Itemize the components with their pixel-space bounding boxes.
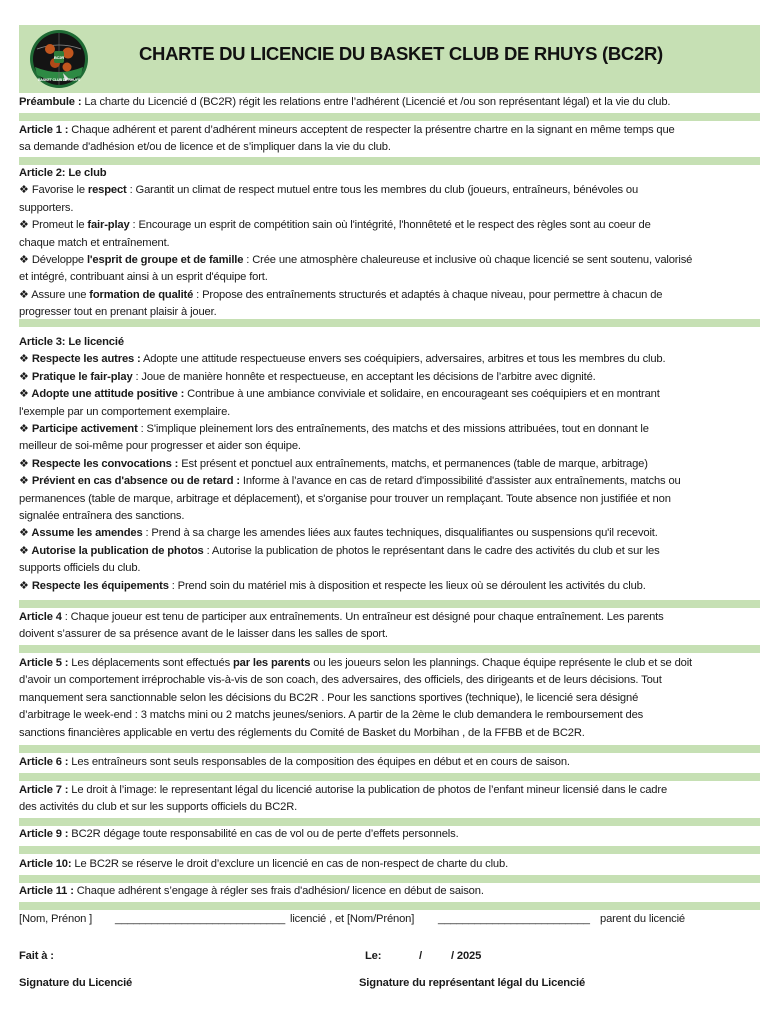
article-3 <box>19 334 760 595</box>
article-5-label: Article 5 : <box>19 657 69 669</box>
signature-representant-label: Signature du représentant légal du Licencié <box>359 977 586 989</box>
item-text: et intégré, contribuant ainsi à un esprit d'équipe fort. <box>19 271 268 284</box>
divider-band <box>19 157 760 165</box>
divider-band <box>19 846 760 854</box>
basketball-player-logo-icon <box>29 29 89 89</box>
date-label: Le: <box>365 950 382 962</box>
item-bold: Respecte les équipements <box>28 579 169 592</box>
divider-band <box>19 645 760 653</box>
item-text: Informe à l’avance en cas de retard d'impossibilité d'assister aux entraînements, matchs ou <box>239 475 681 488</box>
item-text: supports officiels du club. <box>19 562 141 575</box>
item-text: Est présent et ponctuel aux entraînements, matchs, et permanences (table de marque, arbitrage) <box>178 457 648 470</box>
item-bold: Adopte une attitude positive : <box>28 388 185 401</box>
item-bold: respect <box>87 184 127 197</box>
item-text: : Crée une atmosphère chaleureuse et inclusive où chaque licencié se sent soutenu, valorisé <box>243 254 693 267</box>
article-9-text: BC2R dégage toute responsabilité en cas de vol ou de perte d’effets personnels. <box>68 828 459 840</box>
item-bold: Respecte les autres : <box>28 353 141 366</box>
diamond-bullet-icon: ❖ <box>19 457 29 470</box>
article-7-text: Le droit à l’image: le representant légal du licencié autorise la publication de photos de l’enfant mineur licensié dans le cadre <box>68 784 668 796</box>
article-2 <box>19 165 760 322</box>
header-band <box>19 25 760 93</box>
divider-band <box>19 875 760 883</box>
item-text: signalée entraînera des sanctions. <box>19 510 185 523</box>
divider-band <box>19 113 760 121</box>
item-text: : Autorise la publication de photos le représentant dans le cadre des activités du club et sur les <box>203 544 660 557</box>
article-6 <box>19 754 760 771</box>
divider-band <box>19 600 760 608</box>
item-text: : Encourage un esprit de compétition sain où l'intégrité, l'honnêteté et le respect des règles sont au coeur de <box>129 219 651 232</box>
item-text: Adopte une attitude respectueuse envers ses coéquipiers, adversaires, arbitres et tous les membres du club. <box>140 353 666 366</box>
article-9 <box>19 826 760 843</box>
article-4-text-2: doivent s’assurer de sa présence avant de le laisser dans les salles de sport. <box>19 628 388 641</box>
item-text: supporters. <box>19 201 74 214</box>
article-7-label: Article 7 : <box>19 784 69 796</box>
divider-band <box>19 902 760 910</box>
diamond-bullet-icon: ❖ <box>19 353 29 366</box>
item-bold: Respecte les convocations : <box>28 457 179 470</box>
diamond-bullet-icon: ❖ <box>19 370 29 383</box>
diamond-bullet-icon: ❖ <box>19 254 29 267</box>
item-bold: fair-play <box>87 219 130 232</box>
item-text: permanences (table de marque, arbitrage et déplacement), et s'organise pour trouver un remplaçant. Toute absence non justifiée et non <box>19 492 671 505</box>
item-text: : Joue de manière honnête et respectueuse, en acceptant les décisions de l’arbitre avec dignité. <box>132 370 596 383</box>
divider-band <box>19 319 760 327</box>
article-11-text: Chaque adhérent s’engage à régler ses frais d'adhésion/ licence en début de saison. <box>73 885 484 897</box>
item-bold: Prévient en cas d'absence ou de retard : <box>28 475 240 488</box>
diamond-bullet-icon: ❖ <box>19 579 29 592</box>
article-5-text: ou les joueurs selon les plannings. Chaque équipe représente le club et se doit <box>310 657 693 669</box>
divider-band <box>19 745 760 753</box>
diamond-bullet-icon: ❖ <box>19 288 29 301</box>
diamond-bullet-icon: ❖ <box>19 475 29 488</box>
item-text: chaque match et entraînement. <box>19 236 170 249</box>
item-bold: Autorise la publication de photos <box>28 544 204 557</box>
article-10-text: Le BC2R se réserve le droit d’exclure un licencié en cas de non-respect de charte du club. <box>71 858 509 870</box>
article-5-text: sanctions financières applicable en vertu des réglements du Comité de Basket du Morbihan , de la FFBB et de BC2R. <box>19 726 585 739</box>
preambule-label: Préambule : <box>19 96 82 108</box>
article-5-bold: par les parents <box>232 657 311 669</box>
article-5-text: manquement sera sanctionnable selon les décisions du BC2R . Pour les sanctions sportives (technique), le licencié sera désigné <box>19 691 639 704</box>
article-1-label: Article 1 : <box>19 124 69 136</box>
article-4-label: Article 4 <box>19 611 62 623</box>
article-2-title: Article 2: Le club <box>19 167 107 179</box>
diamond-bullet-icon: ❖ <box>19 219 29 232</box>
article-3-title: Article 3: Le licencié <box>19 336 124 348</box>
article-5 <box>19 655 760 742</box>
licencie-label: licencié , et [Nom/Prénon] <box>290 913 415 925</box>
divider-band <box>19 818 760 826</box>
article-5-text: Les déplacements sont effectués <box>68 657 233 669</box>
signature-licencie-label: Signature du Licencié <box>19 977 133 989</box>
diamond-bullet-icon: ❖ <box>19 527 29 540</box>
name-label: [Nom, Prénon ] <box>19 913 93 925</box>
divider-band <box>19 773 760 781</box>
date-year: / 2025 <box>451 950 482 962</box>
svg-text:BC2R: BC2R <box>53 55 65 60</box>
parent-label: parent du licencié <box>600 913 685 925</box>
item-text: Assure une <box>28 288 90 301</box>
article-11 <box>19 883 760 900</box>
article-10-label: Article 10: <box>19 858 72 870</box>
diamond-bullet-icon: ❖ <box>19 423 29 436</box>
item-text: l'exemple par un comportement exemplaire. <box>19 405 231 418</box>
article-1-text-2: sa demande d'adhésion et/ou de licence et de s’impliquer dans la vie du club. <box>19 141 391 154</box>
item-text: Contribue à une ambiance conviviale et solidaire, en encourageant ses coéquipiers et en montrant <box>184 388 660 401</box>
item-text: meilleur de soi-même pour progresser et aider son équipe. <box>19 440 301 453</box>
item-text: Promeut le <box>28 219 88 232</box>
item-text: : Propose des entraînements structurés et adaptés à chaque niveau, pour permettre à chacun de <box>193 288 663 301</box>
article-5-text: d’arbitrage le week-end : 3 matchs mini ou 2 matchs jeunes/seniors. A partir de la 2ème le club demandera le remboursement des <box>19 709 644 722</box>
licencie-name-field[interactable]: ____________________________ <box>115 913 286 925</box>
item-text: Développe <box>28 254 87 267</box>
article-6-text: Les entraîneurs sont seuls responsables de la composition des équipes en début et en cours de saison. <box>68 756 570 768</box>
article-4-text: : Chaque joueur est tenu de participer aux entraînements. Un entraîneur est désigné pour chaque entraînement. Les parents <box>61 611 664 623</box>
item-bold: Participe activement <box>28 423 138 436</box>
page-title: CHARTE DU LICENCIE DU BASKET CLUB DE RHUYS (BC2R) <box>139 43 663 64</box>
item-text: : Garantit un climat de respect mutuel entre tous les membres du club (joueurs, entraîneurs, bénévoles ou <box>126 184 639 197</box>
preambule-text: La charte du Licencié d (BC2R) régit les relations entre l’adhérent (Licencié et /ou son représentant légal) et la vie du club. <box>81 96 671 108</box>
diamond-bullet-icon: ❖ <box>19 388 29 401</box>
item-text: : S'implique pleinement lors des entraînements, des matchs et des missions attribuées, tout en donnant le <box>137 423 649 436</box>
article-9-label: Article 9 : <box>19 828 69 840</box>
item-bold: Pratique le fair-play <box>28 370 133 383</box>
item-text: : Prend à sa charge les amendes liées aux fautes techniques, disqualifiantes ou suspensions qu'il recevoit. <box>142 527 658 540</box>
item-text: : Prend soin du matériel mis à disposition et respecte les lieux où se déroulent les activités du club. <box>168 579 646 592</box>
date-separator: / <box>419 950 422 962</box>
article-1 <box>19 122 760 157</box>
logo-text: BASKET CLUB DE RHUYS <box>37 78 81 82</box>
article-7-text-2: des activités du club et sur les supports officiels du BC2R. <box>19 801 298 814</box>
article-4 <box>19 609 760 644</box>
diamond-bullet-icon: ❖ <box>19 544 29 557</box>
article-7 <box>19 782 760 817</box>
item-bold: l'esprit de groupe et de famille <box>86 254 244 267</box>
preambule <box>19 94 760 111</box>
fait-a-label: Fait à : <box>19 950 54 962</box>
article-10 <box>19 856 760 873</box>
article-6-label: Article 6 : <box>19 756 69 768</box>
article-11-label: Article 11 : <box>19 885 74 897</box>
parent-name-field[interactable]: _________________________ <box>438 913 590 925</box>
item-bold: Assume les amendes <box>28 527 143 540</box>
item-text: progresser tout en prenant plaisir à jouer. <box>19 306 217 319</box>
article-1-text: Chaque adhérent et parent d’adhérent mineurs acceptent de respecter la présentre chartre en la signant en même temps que <box>68 124 675 136</box>
article-5-text: d’avoir un comportement irréprochable vis-à-vis de son coach, des adversaires, des officiels, des dirigeants et de leurs décisions. Tout <box>19 674 662 687</box>
diamond-bullet-icon: ❖ <box>19 184 29 197</box>
item-bold: formation de qualité <box>89 288 194 301</box>
item-text: Favorise le <box>28 184 88 197</box>
